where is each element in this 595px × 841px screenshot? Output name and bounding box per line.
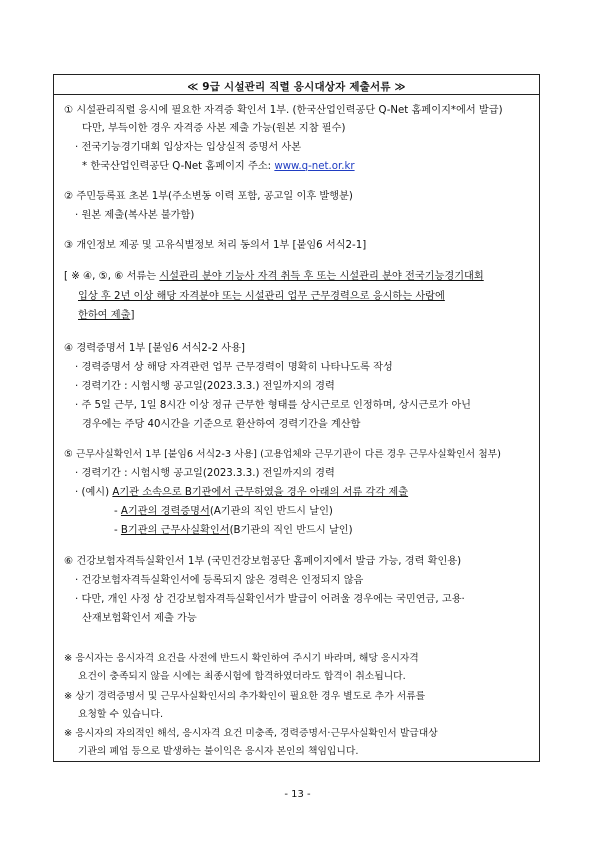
item-5-line-1: ⑤ 근무사실확인서 1부 [붙임6 서식2-3 사용] (고용업체와 근무기관이 다른 경우 근무사실확인서 첨부) [64, 449, 501, 460]
item-4-line-4: · 주 5일 근무, 1일 8시간 이상 정규 근무한 형태를 상시근로로 인정하며, 상시근로가 아닌 [75, 400, 472, 411]
agency-a-doc: A기관의 경력증명서 [120, 506, 210, 517]
item-2-line-1: ② 주민등록표 초본 1부(주소변동 이력 포함, 공고일 이후 발행분) [64, 191, 353, 202]
note-underlined-1: 시설관리 분야 기능사 자격 취득 후 또는 시설관리 분야 전국기능경기대회 [159, 271, 484, 282]
item-4-line-2: · 경력증명서 상 해당 자격관련 업무 근무경력이 명확히 나타나도록 작성 [75, 362, 393, 373]
warning-1-line-1: ※ 응시자는 응시자격 요건을 사전에 반드시 확인하여 주시기 바라며, 해당 응시자격 [64, 653, 419, 664]
example-text: A기관 소속으로 B기관에서 근무하였을 경우 아래의 서류 각각 제출 [112, 487, 409, 498]
dash: - [114, 525, 121, 536]
item-6-line-4: 산재보험확인서 제출 가능 [82, 613, 197, 624]
note-prefix: [ ※ ④, ⑤, ⑥ 서류는 [64, 271, 160, 282]
note-close-bracket: ] [130, 310, 135, 321]
item-2-line-2: · 원본 제출(복사본 불가함) [75, 210, 195, 221]
warning-2-line-1: ※ 상기 경력증명서 및 근무사실확인서의 추가확인이 필요한 경우 별도로 추가 서류를 [64, 691, 426, 702]
item-5-line-4 [114, 505, 333, 519]
note-line-2: 입상 후 2년 이상 해당 자격분야 또는 시설관리 업무 근무경력으로 응시하는 사람에 [78, 291, 445, 302]
note-line-3 [78, 309, 134, 323]
warning-3-line-2: 기관의 폐업 등으로 발생하는 불이익은 응시자 본인의 책임입니다. [78, 746, 359, 757]
example-label: · (예시) [75, 487, 113, 498]
warning-2-line-2: 요청할 수 있습니다. [78, 709, 164, 720]
item-4-line-1: ④ 경력증명서 1부 [붙임6 서식2-2 사용] [64, 343, 245, 354]
item-1-line-3: · 전국기능경기대회 입상자는 입상실적 증명서 사본 [75, 142, 302, 153]
item-6-line-2: · 건강보험자격득실확인서에 등록되지 않은 경력은 인정되지 않음 [75, 575, 364, 586]
item-5-line-3 [75, 486, 408, 500]
item-1-line-4 [82, 160, 355, 174]
warning-3-line-1: ※ 응시자의 자의적인 해석, 응시자격 요건 미충족, 경력증명서·근무사실확인서 발급대상 [64, 728, 438, 739]
page-title: ≪ 9급 시설관리 직렬 응시대상자 제출서류 ≫ [187, 81, 406, 93]
item-4-line-5: 경우에는 주당 40시간을 기준으로 환산하여 경력기간을 계산함 [82, 419, 361, 430]
agency-b-note: (B기관의 직인 반드시 날인) [229, 525, 353, 536]
agency-b-doc: B기관의 근무사실확인서 [120, 525, 230, 536]
page-number: - 13 - [284, 789, 311, 800]
qnet-link[interactable]: www.q-net.or.kr [274, 161, 355, 172]
note-line-1 [64, 270, 484, 284]
qnet-label: * 한국산업인력공단 Q-Net 홈페이지 주소: [82, 161, 275, 172]
item-6-line-3: · 다만, 개인 사정 상 건강보험자격득실확인서가 발급이 어려울 경우에는 국민연금, 고용· [75, 594, 465, 605]
item-4-line-3: · 경력기간 : 시험시행 공고일(2023.3.3.) 전일까지의 경력 [75, 381, 335, 392]
item-1-line-1: ① 시설관리직렬 응시에 필요한 자격증 확인서 1부. (한국산업인력공단 Q-Net 홈페이지*에서 발급) [64, 105, 503, 116]
item-1-line-2: 다만, 부득이한 경우 자격증 사본 제출 가능(원본 지참 필수) [82, 123, 346, 134]
note-underlined-3: 한하여 제출 [78, 310, 131, 321]
item-5-line-5 [114, 524, 353, 538]
warning-1-line-2: 요건이 충족되지 않을 시에는 최종시험에 합격하였더라도 합격이 취소됩니다. [78, 671, 406, 682]
title-divider [53, 94, 540, 95]
item-6-line-1: ⑥ 건강보험자격득실확인서 1부 (국민건강보험공단 홈페이지에서 발급 가능, 경력 확인용) [64, 556, 462, 567]
agency-a-note: (A기관의 직인 반드시 날인) [209, 506, 333, 517]
dash: - [114, 506, 121, 517]
item-3-line-1: ③ 개인정보 제공 및 고유식별정보 처리 동의서 1부 [붙임6 서식2-1] [64, 240, 367, 251]
item-5-line-2: · 경력기간 : 시험시행 공고일(2023.3.3.) 전일까지의 경력 [75, 468, 335, 479]
